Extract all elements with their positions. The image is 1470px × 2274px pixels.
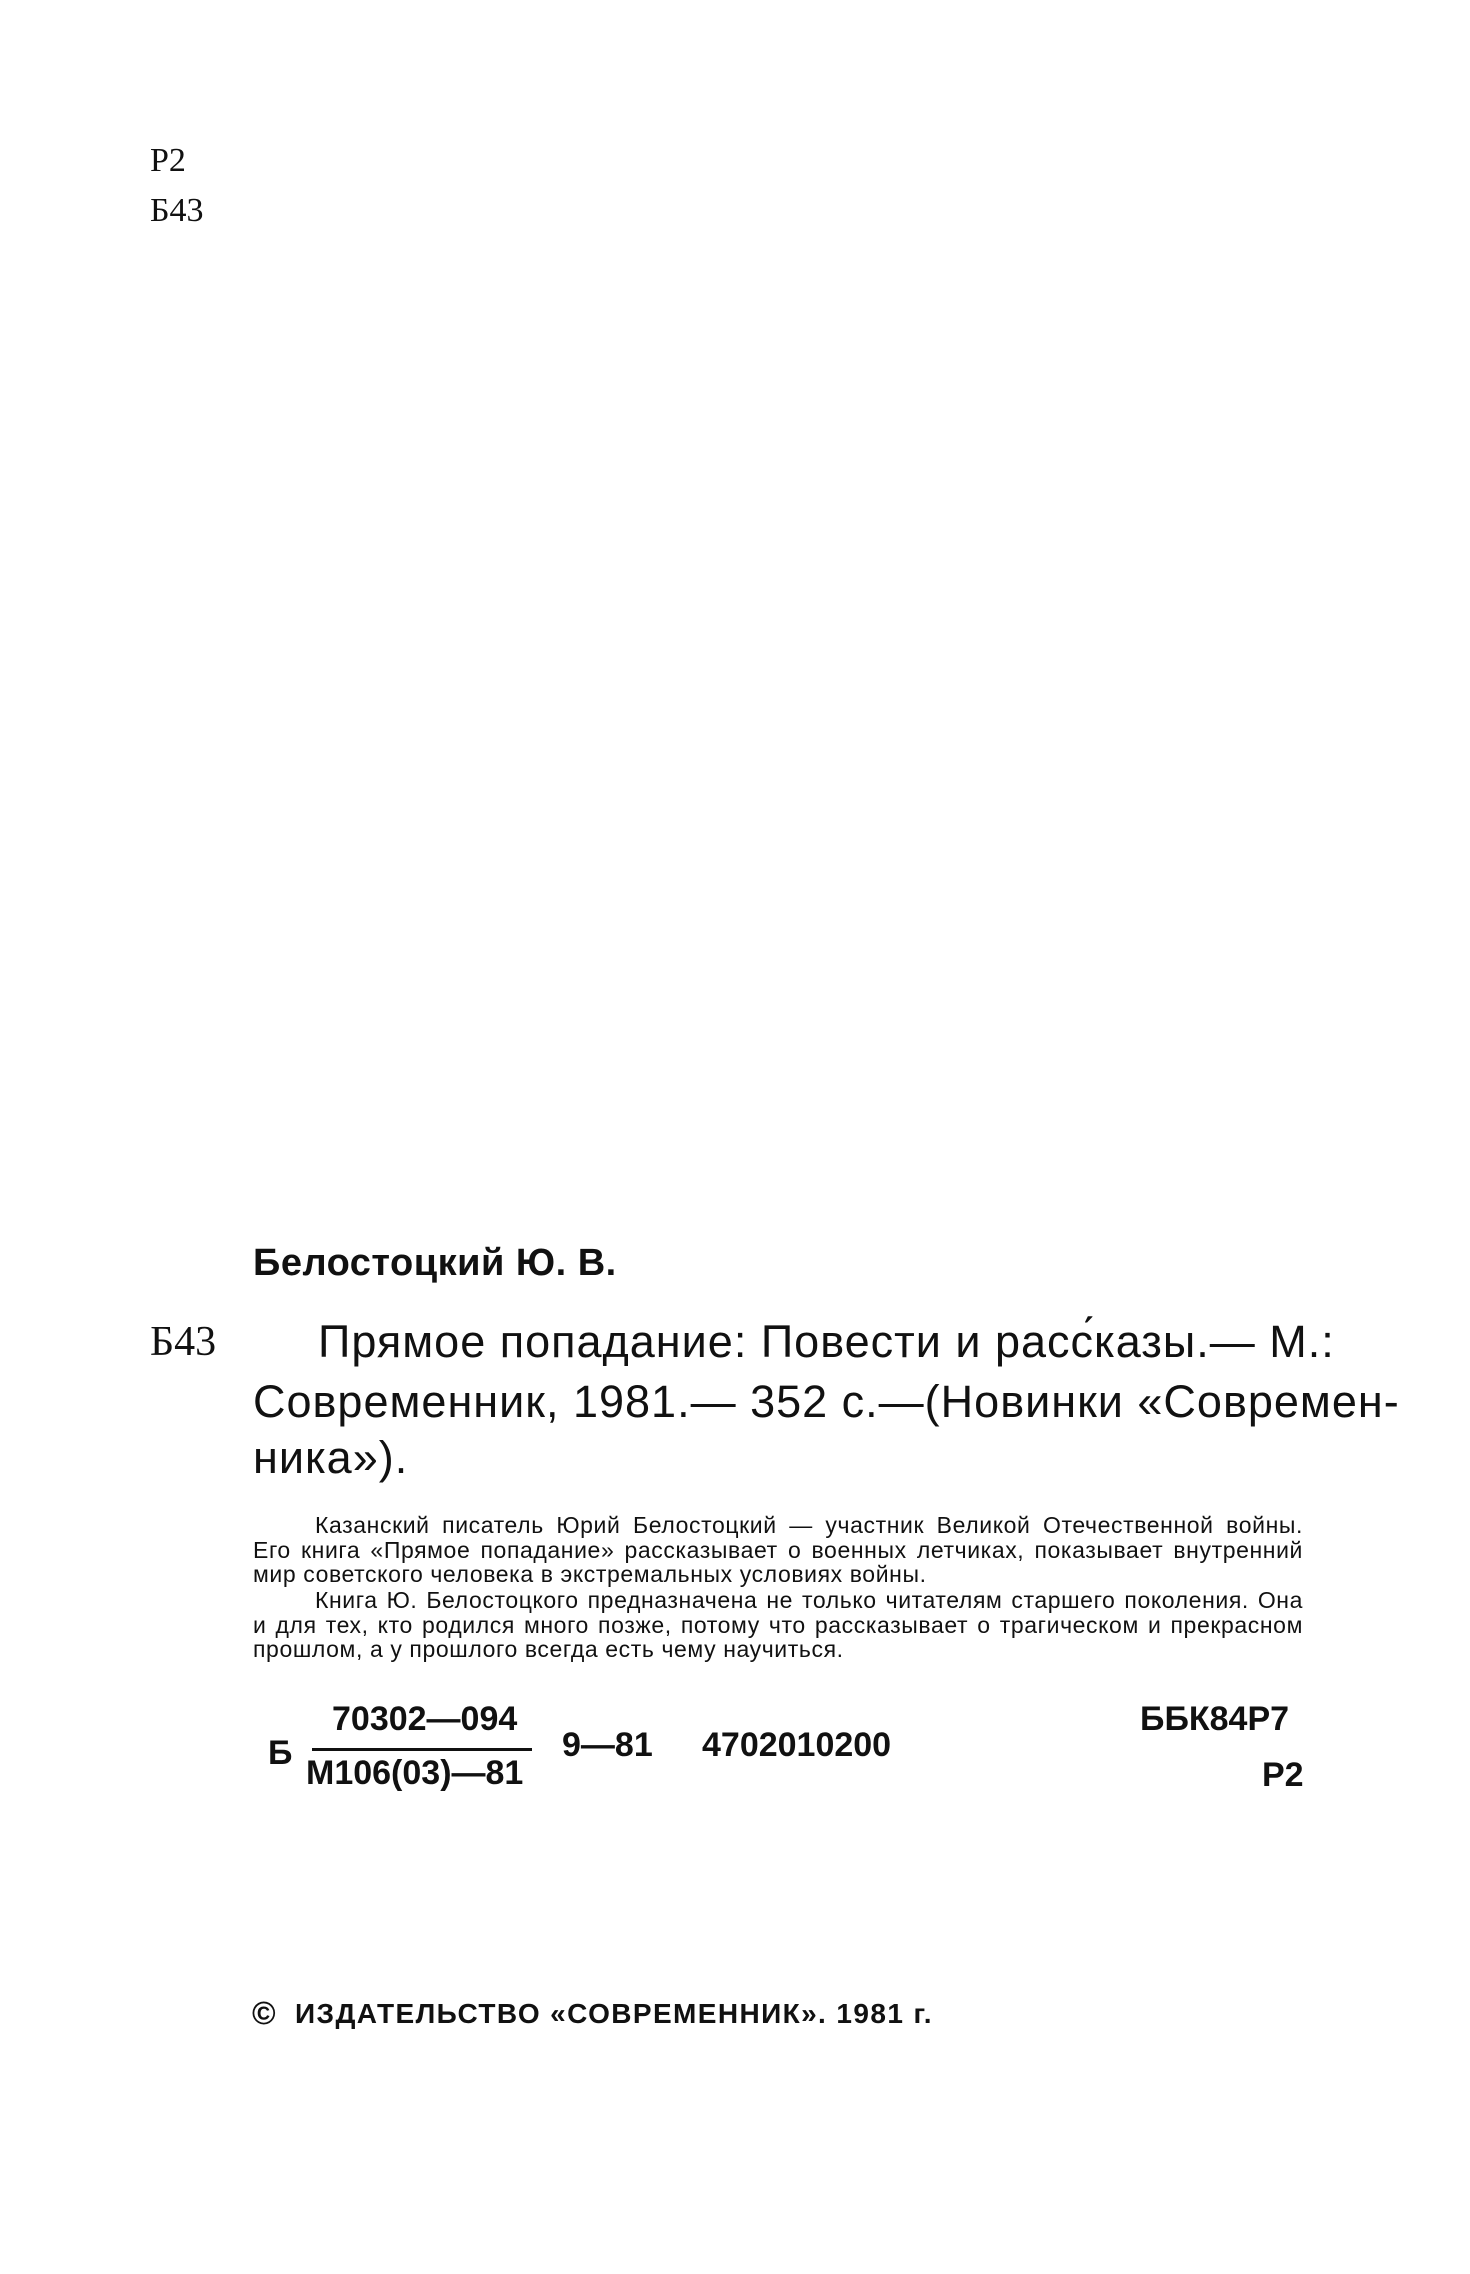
copyright-icon: ©	[252, 1995, 277, 2031]
classification-code: 4702010200	[702, 1726, 892, 1764]
annotation-paragraph-2: Книга Ю. Белостоцкого предназначена не только читателям старшего поколения. Она и для тех, кто родился много позже, потому что рассказывает о трагическом и прекрасном прошлом, а у прошлого всегда есть чему научиться.	[253, 1587, 1303, 1663]
classification-year-code: 9—81	[562, 1726, 653, 1764]
author-name: Белостоцкий Ю. В.	[253, 1242, 617, 1284]
bbk-code: ББК84Р7	[1140, 1700, 1290, 1738]
title-line-1: Прямое попадание: Повести и расс́казы.— М.:	[318, 1316, 1335, 1367]
copyright-text: ИЗДАТЕЛЬСТВО «СОВРЕМЕННИК». 1981 г.	[294, 1997, 933, 2029]
copyright-line	[252, 1995, 933, 2032]
bbk-sub-code: Р2	[1262, 1756, 1304, 1794]
annotation-paragraph-1: Казанский писатель Юрий Белостоцкий — участник Великой Отечественной войны. Его книга «Прямое попадание» рассказывает о военных летчиках, показывает внутренний мир советского человека в экстремальных условиях войны.	[253, 1512, 1303, 1588]
title-line-2: Современник, 1981.— 352 с.—(Новинки «Современ-	[253, 1376, 1400, 1427]
classification-numerator: 70302—094	[332, 1700, 518, 1738]
top-code-r2: Р2	[150, 142, 186, 179]
title-line-3: ника»).	[253, 1432, 409, 1483]
catalog-index: Б43	[150, 1319, 217, 1365]
top-code-b43: Б43	[150, 192, 204, 229]
classification-prefix: Б	[268, 1734, 293, 1772]
classification-denominator: М106(03)—81	[306, 1754, 524, 1792]
fraction-rule	[312, 1748, 532, 1751]
